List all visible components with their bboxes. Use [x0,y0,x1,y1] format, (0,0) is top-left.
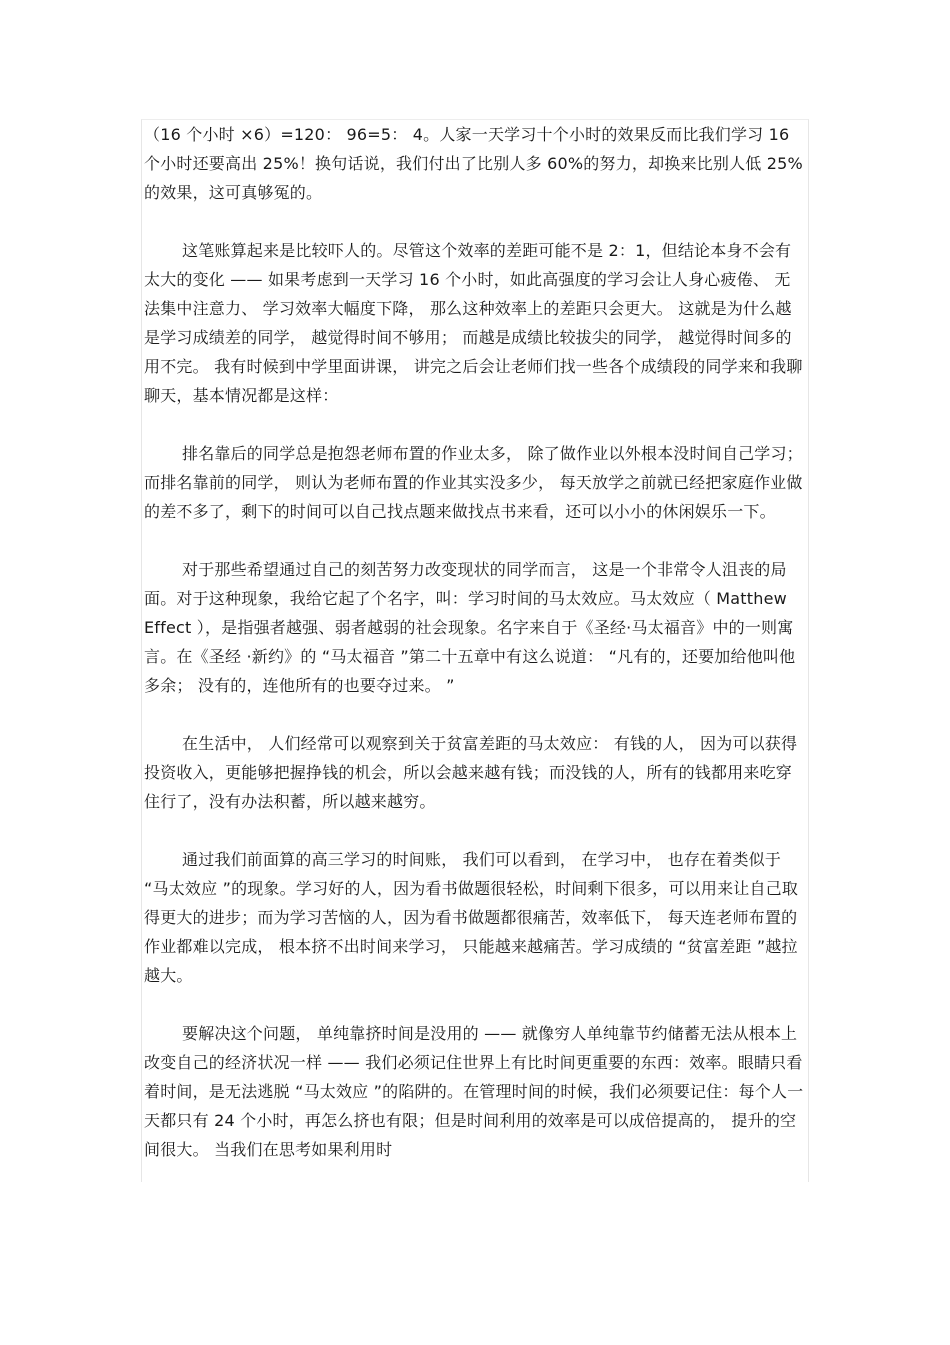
paragraph-5: 在生活中， 人们经常可以观察到关于贫富差距的马太效应： 有钱的人， 因为可以获得投资收入，更能够把握挣钱的机会，所以会越来越有钱；而没钱的人，所有的钱都用来吃穿住行了，没有办法积蓄，所以越来越穷。 [144,734,798,811]
paragraph-2: 这笔账算起来是比较吓人的。尽管这个效率的差距可能不是 2：1，但结论本身不会有太大的变化 —— 如果考虑到一天学习 16 个小时，如此高强度的学习会让人身心疲倦、 无法集中注意力、 学习效率大幅度下降， 那么这种效率上的差距只会更大。 这就是为什么越是学习成绩差的同学， 越觉得时间不够用； 而越是成绩比较拔尖的同学， 越觉得时间多的用不完。 我有时候到中学里面讲课， 讲完之后会让老师们找一些各个成绩段的同学来和我聊聊天，基本情况都是这样： [144,241,803,405]
paragraph-3: 排名靠后的同学总是抱怨老师布置的作业太多， 除了做作业以外根本没时间自己学习； 而排名靠前的同学， 则认为老师布置的作业其实没多少， 每天放学之前就已经把家庭作业做的差不多了，剩下的时间可以自己找点题来做找点书来看，还可以小小的休闲娱乐一下。 [144,444,803,521]
paragraph-4: 对于那些希望通过自己的刻苦努力改变现状的同学而言， 这是一个非常令人沮丧的局面。对于这种现象，我给它起了个名字，叫：学习时间的马太效应。马太效应（ Matthew Effect ），是指强者越强、弱者越弱的社会现象。名字来自于《圣经·马太福音》中的一则寓言。在《圣经 ·新约》的 “马太福音 ”第二十五章中有这么说道： “凡有的，还要加给他叫他多余； 没有的，连他所有的也要夺过来。 ” [144,560,796,695]
paragraph-6: 通过我们前面算的高三学习的时间账， 我们可以看到， 在学习中， 也存在着类似于 “马太效应 ”的现象。学习好的人，因为看书做题很轻松，时间剩下很多，可以用来让自己取得更大的进步；而为学习苦恼的人，因为看书做题都很痛苦，效率低下， 每天连老师布置的作业都难以完成， 根本挤不出时间来学习， 只能越来越痛苦。学习成绩的 “贫富差距 ”越拉越大。 [144,850,799,985]
paragraph-1: （16 个小时 ×6）=120： 96=5： 4。人家一天学习十个小时的效果反而比我们学习 16 个小时还要高出 25%！换句话说，我们付出了比别人多 60%的努力，却换来比别人低 25%的效果，这可真够冤的。 [144,125,803,202]
document-body [144,120,806,1164]
paragraph-7: 要解决这个问题， 单纯靠挤时间是没用的 —— 就像穷人单纯靠节约储蓄无法从根本上改变自己的经济状况一样 —— 我们必须记住世界上有比时间更重要的东西：效率。眼睛只看着时间，是无法逃脱 “马太效应 ”的陷阱的。在管理时间的时候，我们必须要记住：每个人一天都只有 24 个小时，再怎么挤也有限；但是时间利用的效率是可以成倍提高的， 提升的空间很大。 当我们在思考如果利用时 [144,1024,804,1159]
